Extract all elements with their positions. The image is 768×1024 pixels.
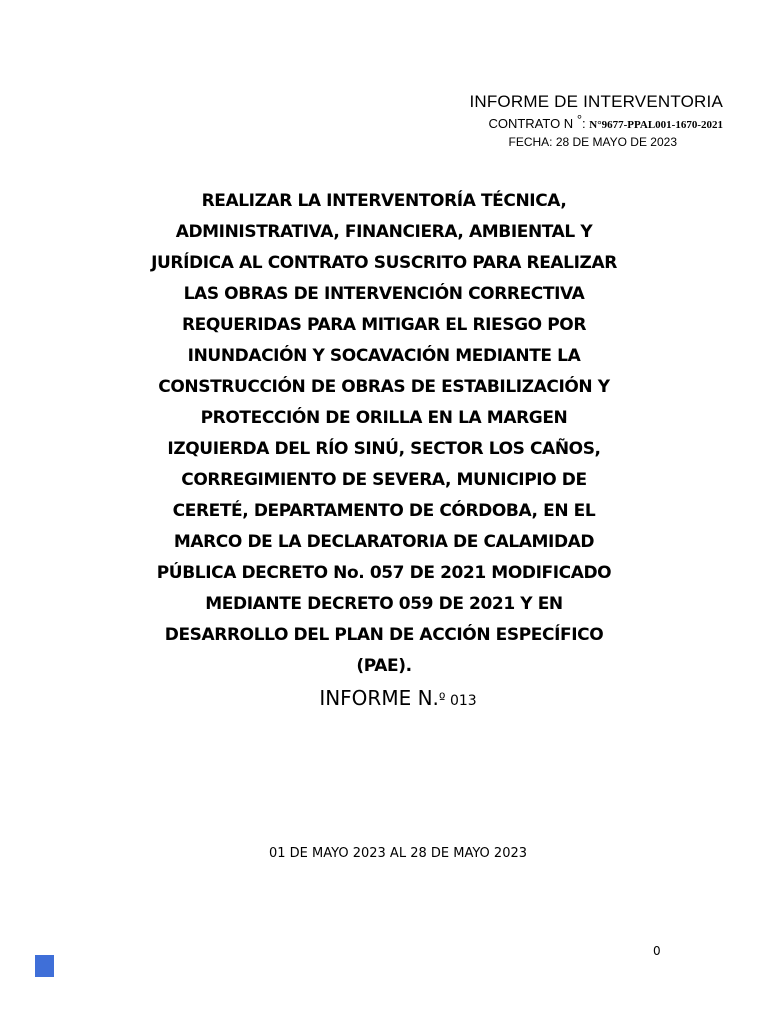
title-line: JURÍDICA AL CONTRATO SUSCRITO PARA REALIZAR — [151, 253, 617, 273]
title-line: CERETÉ, DEPARTAMENTO DE CÓRDOBA, EN EL — [172, 501, 596, 521]
title-line: IZQUIERDA DEL RÍO SINÚ, SECTOR LOS CAÑOS, — [167, 439, 601, 459]
blue-square-marker — [35, 955, 54, 977]
report-number — [0, 686, 768, 710]
title-line: CORREGIMIENTO DE SEVERA, MUNICIPIO DE — [181, 470, 587, 490]
title-line: REALIZAR LA INTERVENTORÍA TÉCNICA, — [201, 191, 567, 211]
contract-line — [488, 112, 723, 131]
project-title — [140, 186, 628, 682]
title-line: CONSTRUCCIÓN DE OBRAS DE ESTABILIZACIÓN Y — [158, 377, 610, 397]
report-number-ordinal: º — [438, 691, 446, 707]
title-line: INUNDACIÓN Y SOCAVACIÓN MEDIANTE LA — [187, 346, 581, 366]
title-line: PÚBLICA DECRETO No. 057 DE 2021 MODIFICADO — [156, 563, 612, 583]
title-line: LAS OBRAS DE INTERVENCIÓN CORRECTIVA — [183, 284, 585, 304]
page-number: 0 — [653, 944, 661, 958]
report-period: 01 DE MAYO 2023 AL 28 DE MAYO 2023 — [268, 846, 528, 861]
report-number-label: INFORME N. — [319, 686, 439, 710]
contract-label: CONTRATO N °: — [488, 112, 590, 131]
title-line: MEDIANTE DECRETO 059 DE 2021 Y EN — [205, 594, 563, 614]
report-number-value: 013 — [445, 693, 477, 709]
title-line: PROTECCIÓN DE ORILLA EN LA MARGEN — [200, 408, 568, 428]
report-type-title: INFORME DE INTERVENTORIA — [469, 92, 723, 111]
report-date: FECHA: 28 DE MAYO DE 2023 — [508, 135, 677, 149]
title-line: DESARROLLO DEL PLAN DE ACCIÓN ESPECÍFICO — [164, 625, 604, 645]
title-line: (PAE). — [356, 656, 412, 676]
title-line: REQUERIDAS PARA MITIGAR EL RIESGO POR — [181, 315, 587, 335]
title-line: ADMINISTRATIVA, FINANCIERA, AMBIENTAL Y — [175, 222, 593, 242]
title-line: MARCO DE LA DECLARATORIA DE CALAMIDAD — [173, 532, 595, 552]
contract-number: N°9677-PPAL001-1670-2021 — [589, 119, 723, 131]
